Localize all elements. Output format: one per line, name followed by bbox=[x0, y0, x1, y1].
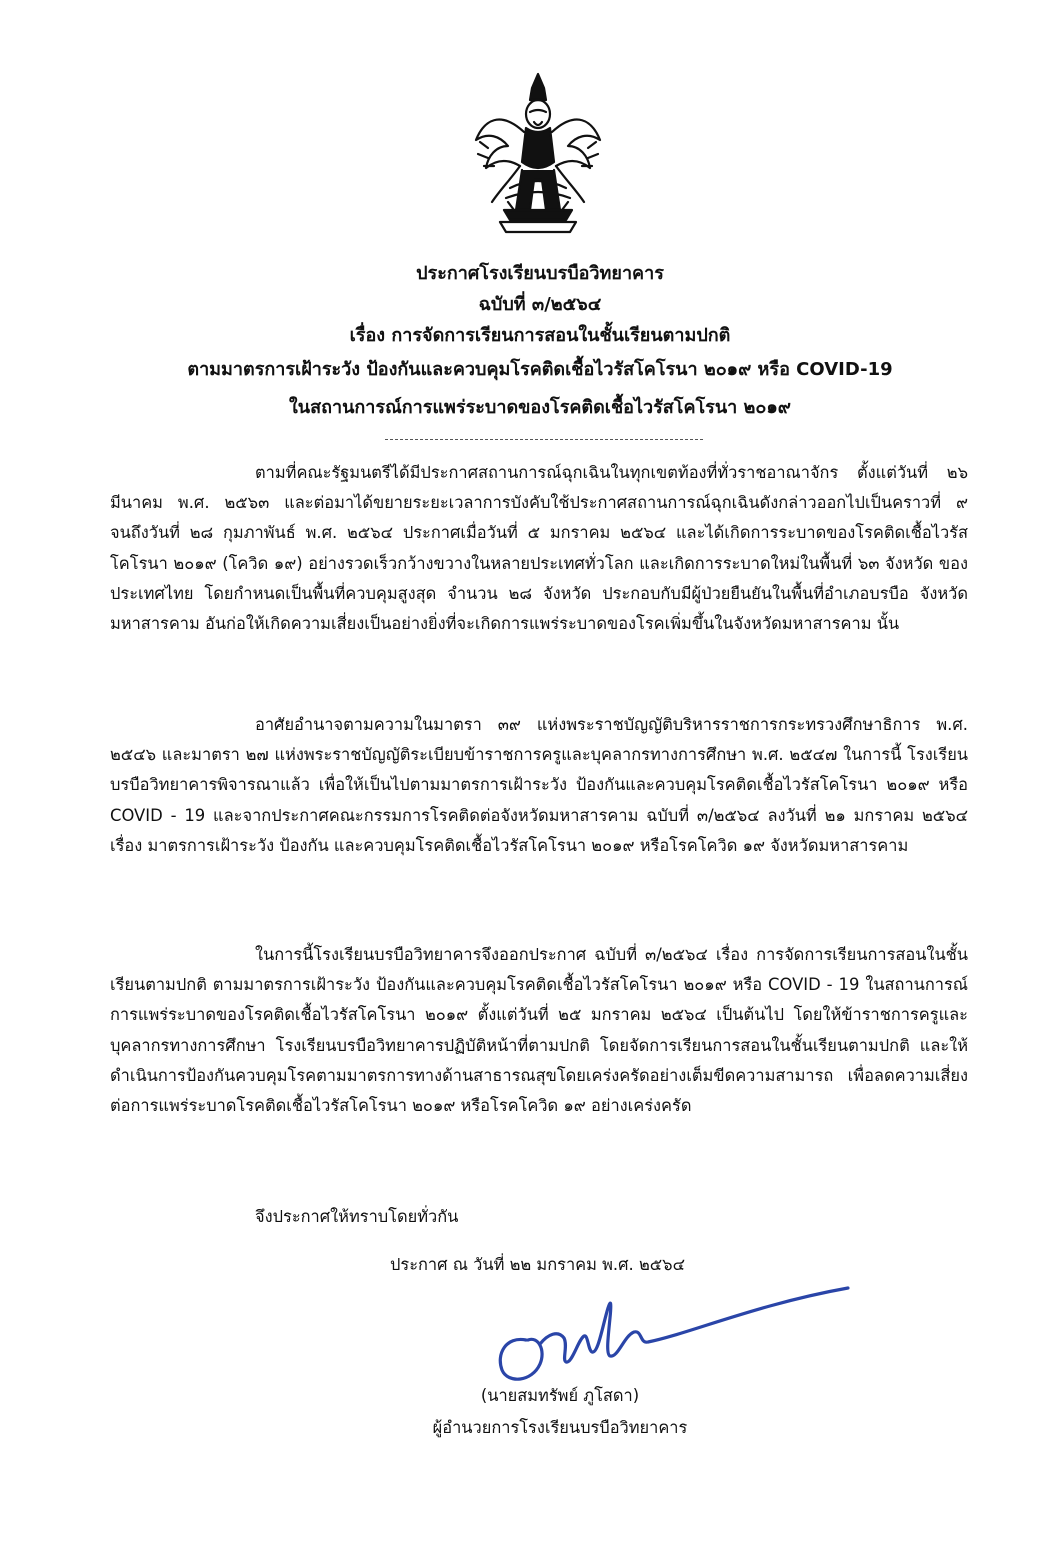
announcement-header bbox=[100, 258, 980, 427]
handwritten-signature bbox=[488, 1278, 858, 1390]
subject-line: เรื่อง การจัดการเรียนการสอนในชั้นเรียนตามปกติ bbox=[349, 325, 731, 346]
paragraph-background: ตามที่คณะรัฐมนตรีได้มีประกาศสถานการณ์ฉุกเฉินในทุกเขตท้องที่ทั่วราชอาณาจักร ตั้งแต่วันที่ ๒๖ มีนาคม พ.ศ. ๒๕๖๓ และต่อมาได้ขยายระยะเวลาการบังคับใช้ประกาศสถานการณ์ฉุกเฉินดังกล่าวออกไปเป็นคราวที่ ๙ จนถึงวันที่ ๒๘ กุมภาพันธ์ พ.ศ. ๒๕๖๔ ประกาศเมื่อวันที่ ๕ มกราคม ๒๕๖๔ และได้เกิดการระบาดของโรคติดเชื้อไวรัส โคโรนา ๒๐๑๙ (โควิด ๑๙) อย่างรวดเร็วกว้างขวางในหลายประเทศทั่วโลก และเกิดการระบาดใหม่ในพื้นที่ ๖๓ จังหวัด ของประเทศไทย โดยกำหนดเป็นพื้นที่ควบคุมสูงสุด จำนวน ๒๘ จังหวัด ประกอบกับมีผู้ป่วยยืนยันในพื้นที่อำเภอบรบือ จังหวัดมหาสารคาม อันก่อให้เกิดความเสี่ยงเป็นอย่างยิ่งที่จะเกิดการแพร่ระบาดของโรคเพิ่มขึ้นในจังหวัดมหาสารคาม นั้น bbox=[110, 463, 968, 634]
subject-situation: ในสถานการณ์การแพร่ระบาดของโรคติดเชื้อไวรัสโคโรนา ๒๐๑๙ bbox=[289, 397, 791, 418]
announcement-date: ประกาศ ณ วันที่ ๒๒ มกราคม พ.ศ. ๒๕๖๔ bbox=[390, 1255, 685, 1274]
header-divider bbox=[385, 439, 703, 440]
paragraph-authority: อาศัยอำนาจตามความในมาตรา ๓๙ แห่งพระราชบัญญัติบริหารราชการกระทรวงศึกษาธิการ พ.ศ. ๒๕๔๖ และมาตรา ๒๗ แห่งพระราชบัญญัติระเบียบข้าราชการครูและบุคลากรทางการศึกษา พ.ศ. ๒๕๔๗ ในการนี้ โรงเรียนบรบือวิทยาคารพิจารณาแล้ว เพื่อให้เป็นไปตามมาตรการเฝ้าระวัง ป้องกันและควบคุมโรคติดเชื้อไวรัสโคโรนา ๒๐๑๙ หรือ COVID - 19 และจากประกาศคณะกรรมการโรคติดต่อจังหวัดมหาสารคาม ฉบับที่ ๓/๒๕๖๔ ลงวันที่ ๒๑ มกราคม ๒๕๖๔ เรื่อง มาตรการเฝ้าระวัง ป้องกัน และควบคุมโรคติดเชื้อไวรัสโคโรนา ๒๐๑๙ หรือโรคโควิด ๑๙ จังหวัดมหาสารคาม bbox=[110, 715, 968, 855]
subject-measures: ตามมาตรการเฝ้าระวัง ป้องกันและควบคุมโรคติดเชื้อไวรัสโคโรนา ๒๐๑๙ หรือ COVID-19 bbox=[187, 359, 893, 380]
signer-position: ผู้อำนวยการโรงเรียนบรบือวิทยาคาร bbox=[432, 1418, 688, 1437]
issuer-title: ประกาศโรงเรียนบรบือวิทยาคาร bbox=[416, 263, 664, 284]
garuda-emblem-icon bbox=[470, 70, 606, 240]
paragraph-order: ในการนี้โรงเรียนบรบือวิทยาคารจึงออกประกาศ ฉบับที่ ๓/๒๕๖๔ เรื่อง การจัดการเรียนการสอนในชั้นเรียนตามปกติ ตามมาตรการเฝ้าระวัง ป้องกันและควบคุมโรคติดเชื้อไวรัสโคโรนา ๒๐๑๙ หรือ COVID - 19 ในสถานการณ์การแพร่ระบาดของโรคติดเชื้อไวรัสโคโรนา ๒๐๑๙ ตั้งแต่วันที่ ๒๕ มกราคม ๒๕๖๔ เป็นต้นไป โดยให้ข้าราชการครูและบุคลากรทางการศึกษา โรงเรียนบรบือวิทยาคารปฏิบัติหน้าที่ตามปกติ โดยจัดการเรียนการสอนในชั้นเรียนตามปกติ และให้ดำเนินการป้องกันควบคุมโรคตามมาตรการทางด้านสาธารณสุขโดยเคร่งครัดอย่างเต็มขีดความสามารถ เพื่อลดความเสี่ยงต่อการแพร่ระบาดโรคติดเชื้อไวรัสโคโรนา ๒๐๑๙ หรือโรคโควิด ๑๙ อย่างเคร่งครัด bbox=[110, 945, 968, 1116]
issue-number: ฉบับที่ ๓/๒๕๖๔ bbox=[478, 294, 602, 315]
signer-name: (นายสมทรัพย์ ภูโสดา) bbox=[480, 1386, 640, 1405]
closing-statement: จึงประกาศให้ทราบโดยทั่วกัน bbox=[255, 1207, 459, 1226]
